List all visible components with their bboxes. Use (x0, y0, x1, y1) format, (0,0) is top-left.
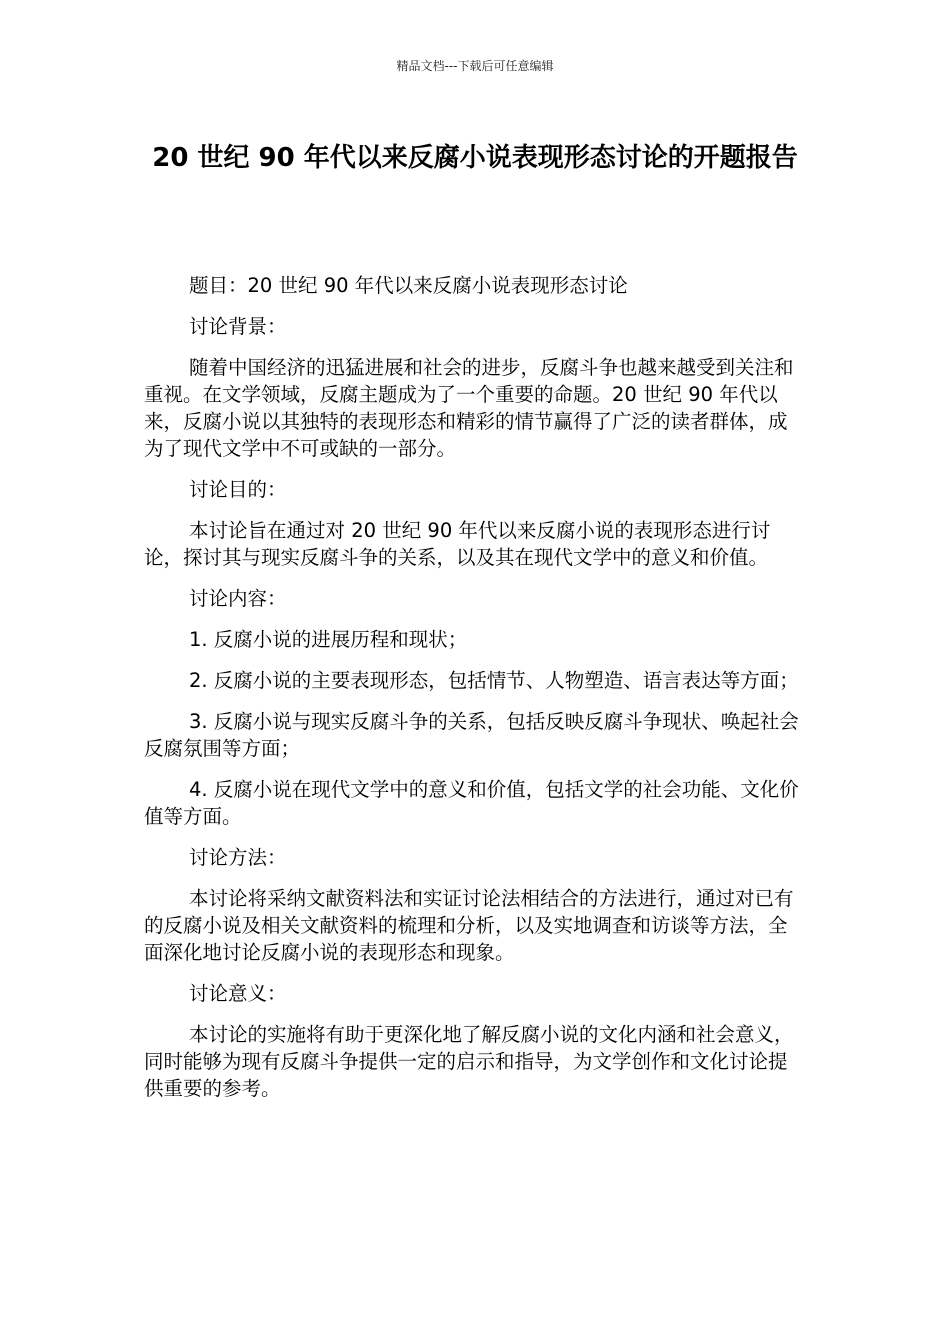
section-heading-purpose: 讨论目的： (189, 478, 287, 501)
content-item-4: 4. 反腐小说在现代文学中的意义和价值，包括文学的社会功能、文化价值等方面。 (144, 778, 799, 828)
content-item-2: 2. 反腐小说的主要表现形态，包括情节、人物塑造、语言表达等方面； (189, 669, 799, 692)
method-paragraph: 本讨论将采纳文献资料法和实证讨论法相结合的方法进行，通过对已有的反腐小说及相关文献资料的梳理和分析，以及实地调查和访谈等方法，全面深化地讨论反腐小说的表现形态和现象。 (144, 887, 794, 964)
document-body (144, 272, 804, 1116)
document-title: 20 世纪 90 年代以来反腐小说表现形态讨论的开题报告 (152, 143, 798, 173)
background-paragraph: 随着中国经济的迅猛进展和社会的进步，反腐斗争也越来越受到关注和重视。在文学领域，反腐主题成为了一个重要的命题。20 世纪 90 年代以来，反腐小说以其独特的表现形态和精彩的情节赢得了广泛的读者群体，成为了现代文学中不可或缺的一部分。 (144, 356, 794, 460)
section-heading-background: 讨论背景： (189, 315, 287, 338)
content-item-3: 3. 反腐小说与现实反腐斗争的关系，包括反映反腐斗争现状、唤起社会反腐氛围等方面； (144, 710, 799, 760)
significance-paragraph: 本讨论的实施将有助于更深化地了解反腐小说的文化内涵和社会意义，同时能够为现有反腐斗争提供一定的启示和指导，为文学创作和文化讨论提供重要的参考。 (144, 1023, 794, 1100)
page-header: 精品文档---下载后可任意编辑 (396, 59, 554, 73)
purpose-paragraph: 本讨论旨在通过对 20 世纪 90 年代以来反腐小说的表现形态进行讨论，探讨其与现实反腐斗争的关系，以及其在现代文学中的意义和价值。 (144, 519, 771, 569)
section-heading-significance: 讨论意义： (189, 982, 287, 1005)
topic-line: 题目：20 世纪 90 年代以来反腐小说表现形态讨论 (189, 274, 628, 297)
content-item-1: 1. 反腐小说的进展历程和现状； (189, 628, 468, 651)
section-heading-method: 讨论方法： (189, 846, 287, 869)
section-heading-content: 讨论内容： (189, 587, 287, 610)
